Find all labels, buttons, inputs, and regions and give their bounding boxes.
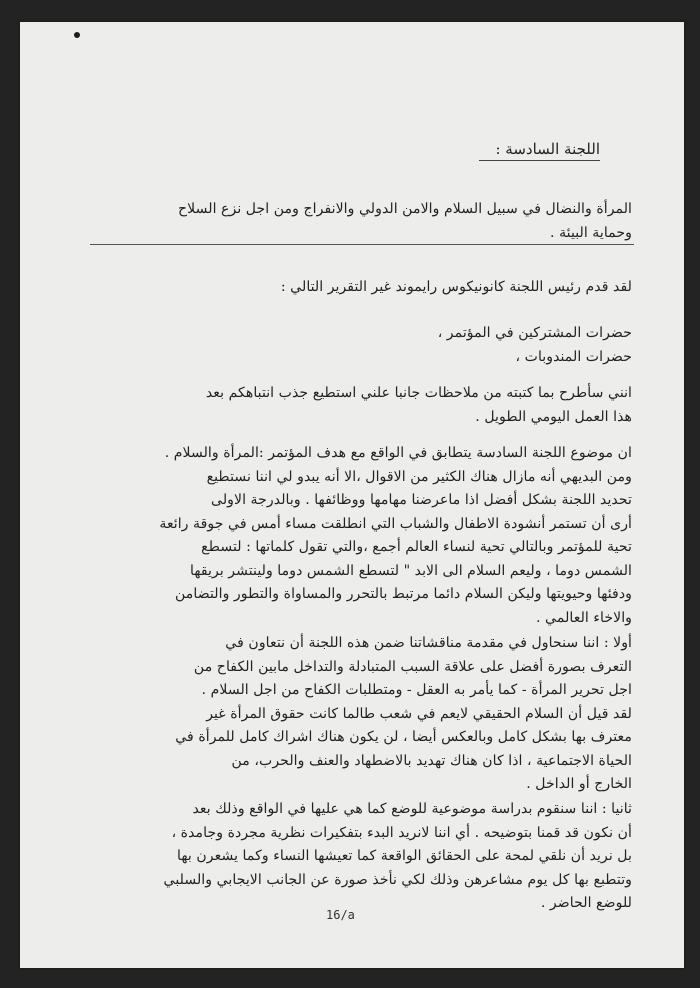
- paragraph-line: لقد قيل أن السلام الحقيقي لايعم في شعب طالما كانت حقوق المرأة غير: [206, 705, 632, 722]
- paragraph-line: الشمس دوما ، وليعم السلام الى الابد " لتسطع الشمس دوما ولينتشر بريقها: [190, 562, 632, 579]
- paragraph-line: أولا : اننا سنحاول في مقدمة مناقشاتنا ضمن هذه اللجنة أن نتعاون في: [225, 635, 632, 651]
- paragraph-2: [47, 442, 632, 630]
- divider: [90, 244, 634, 245]
- committee-title: اللجنة السادسة :: [479, 140, 600, 161]
- paragraph-3: [47, 632, 632, 797]
- paragraph-line: الحياة الاجتماعية ، اذا كان هناك تهديد بالاضطهاد والعنف والحرب، من: [231, 752, 632, 769]
- paragraph-line: للوضع الحاضر .: [540, 895, 632, 911]
- document-page: [20, 22, 684, 968]
- paragraph-line: أرى أن تستمر أنشودة الاطفال والشباب التي انطلقت مساء أمس في جوقة رائعة: [159, 515, 632, 532]
- paragraph-line: اجل تحرير المرأة - كما يأمر به العقل - ومتطلبات الكفاح من اجل السلام .: [201, 682, 632, 698]
- salutation-line: حضرات المندوبات ،: [515, 348, 632, 365]
- punch-hole: [74, 32, 80, 38]
- paragraph-line: بل نريد أن نلقي لمحة على الحقائق الواقعة كما تعيشها النساء وكما يشعرن بها: [177, 848, 632, 864]
- subject-line: المرأة والنضال في سبيل السلام والامن الدولي والانفراج ومن اجل نزع السلاح: [177, 201, 632, 217]
- paragraph-line: ان موضوع اللجنة السادسة يتطابق في الواقع مع هدف المؤتمر :المرأة والسلام .: [164, 445, 632, 461]
- subject-line: وحماية البيئة .: [550, 224, 632, 241]
- paragraph-line: ثانيا : اننا سنقوم بدراسة موضوعية للوضع كما هي عليها في الواقع وذلك بعد: [192, 801, 632, 817]
- subject: [47, 198, 632, 245]
- intro-line: لقد قدم رئيس اللجنة كانونيكوس رايموند غير التقرير التالي :: [280, 279, 632, 295]
- paragraph-line: تحية للمؤتمر وبالتالي تحية لنساء العالم أجمع ،والتي تقول كلماتها : لتسطع: [201, 539, 632, 555]
- paragraph-line: ودفئها وحيويتها وليكن السلام دائما مرتبط بالتحرر والمساواة والتطور والتضامن: [175, 586, 632, 602]
- page-number: 16/a: [326, 908, 355, 922]
- paragraph-line: والاخاء العالمي .: [536, 609, 632, 626]
- paragraph-line: هذا العمل اليومي الطويل .: [475, 408, 632, 425]
- paragraph-line: الخارج أو الداخل .: [526, 776, 632, 792]
- paragraph-line: أن نكون قد قمنا بتوضيحه . أي اننا لانريد البدء بتفكيرات نظرية مجردة وجامدة ،: [171, 824, 632, 841]
- paragraph-line: انني سأطرح بما كتبته من ملاحظات جانبا علني استطيع جذب انتباهكم بعد: [205, 385, 632, 401]
- salutation: [47, 322, 632, 369]
- paragraph-line: وتتطبع بها كل يوم مشاعرهن وذلك لكي نأخذ صورة عن الجانب الايجابي والسلبي: [163, 871, 632, 888]
- paragraph-4: [47, 798, 632, 916]
- paragraph-line: تحديد اللجنة بشكل أفضل اذا ماعرضنا مهامها ووظائفها . وبالدرجة الاولى: [211, 492, 632, 508]
- paragraph-line: معترف بها بشكل كامل وبالعكس أيضا ، لن يكون هناك اشراك كامل للمرأة في: [175, 729, 632, 745]
- paragraph-1: [47, 382, 632, 429]
- paragraph-line: التعرف بصورة أفضل على علاقة السبب المتبادلة والتداخل مابين الكفاح من: [193, 658, 632, 675]
- paragraph-line: ومن البديهي أنه مازال هناك الكثير من الاقوال ،الا أنه يبدو لي اننا نستطيع: [206, 468, 632, 485]
- salutation-line: حضرات المشتركين في المؤتمر ،: [437, 325, 632, 341]
